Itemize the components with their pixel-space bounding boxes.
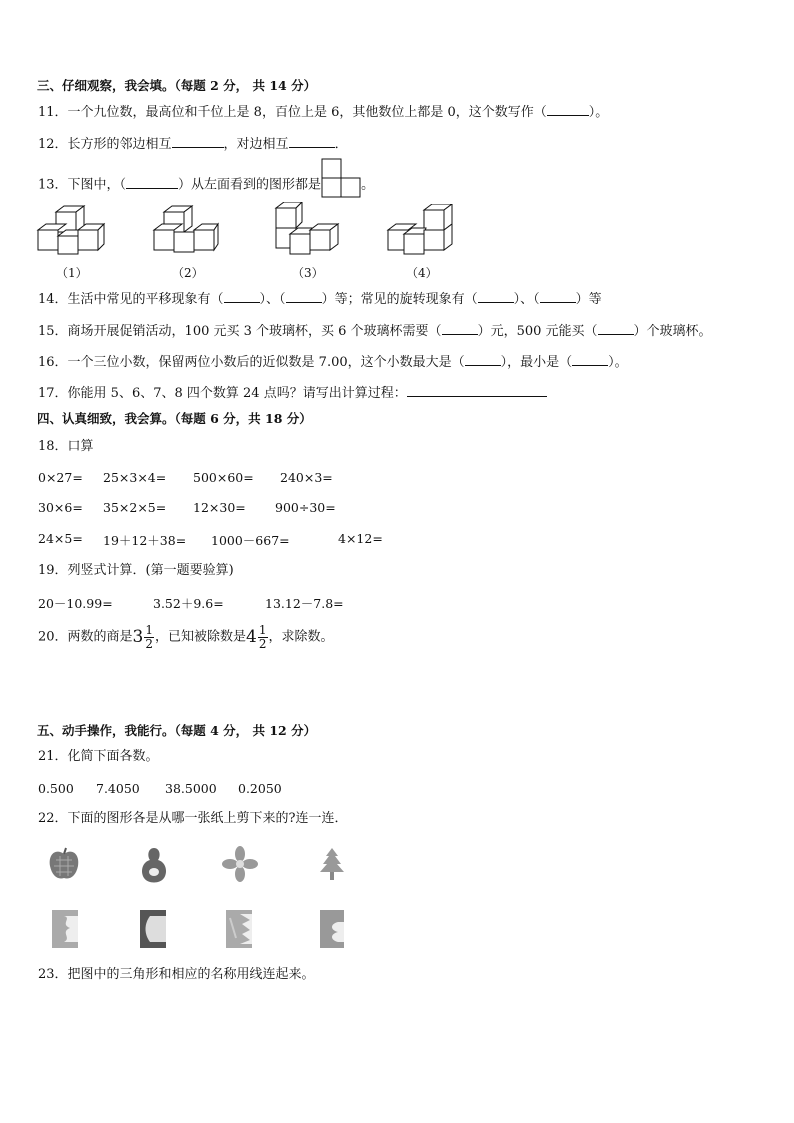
q11-text: 11．一个九位数，最高位和千位上是 8，百位上是 6，其他数位上都是 0，这个数写作（	[38, 105, 547, 120]
q13-mid: ）从左面看到的图形都是	[178, 177, 322, 193]
q12-mid: ，对边相互	[223, 137, 289, 152]
cube-figure-2	[152, 204, 222, 256]
q15-text: 15．商场开展促销活动，100 元买 3 个玻璃杯，买 6 个玻璃杯需要（	[38, 324, 442, 339]
number-item: 38.5000	[165, 781, 217, 796]
q14-text: 14．生活中常见的平移现象有（	[38, 292, 224, 307]
q13-text: 13．下图中，（	[38, 177, 127, 193]
q14-c: ）、（	[513, 292, 540, 307]
number-item: 7.4050	[96, 781, 140, 796]
oral-item: 0×27=	[38, 470, 83, 485]
q23-title: 23．把图中的三角形和相应的名称用线连起来。	[38, 967, 315, 982]
answer-blank[interactable]	[286, 290, 322, 303]
cut-paper-4-icon	[318, 908, 348, 950]
answer-blank[interactable]	[540, 290, 576, 303]
cut-paper-2-icon	[138, 908, 168, 950]
section-5-title: 五、动手操作，我能行。（每题 4 分， 共 12 分）	[37, 723, 317, 738]
cut-paper-1-icon	[50, 908, 80, 950]
fraction-denominator: 2	[145, 636, 154, 651]
question-13	[38, 172, 374, 198]
question-15	[38, 322, 712, 341]
cut-paper-3-icon	[224, 908, 254, 950]
answer-blank[interactable]	[572, 353, 608, 366]
tree-shape-icon	[316, 846, 348, 882]
answer-blank[interactable]	[465, 353, 501, 366]
gourd-shape-icon	[138, 846, 170, 884]
vertical-item: 13.12－7.8=	[265, 596, 344, 611]
q20-tail: ，求除数。	[268, 629, 334, 645]
q12-tail: ．	[334, 137, 348, 152]
q19-title: 19．列竖式计算．(第一题要验算)	[38, 563, 234, 578]
q12-text: 12．长方形的邻边相互	[38, 137, 172, 152]
fraction-1	[144, 624, 154, 651]
q16-text: 16．一个三位小数，保留两位小数后的近似数是 7.00，这个小数最大是（	[38, 355, 465, 370]
question-12	[38, 135, 348, 154]
question-16	[38, 353, 628, 372]
oral-item: 1000－667=	[211, 533, 290, 548]
q11-tail: ）。	[588, 105, 609, 120]
answer-blank[interactable]	[126, 176, 178, 189]
section-4-title: 四、认真细致，我会算。（每题 6 分，共 18 分）	[37, 411, 312, 426]
fraction-denominator: 2	[258, 636, 267, 651]
q15-mid: ）元，500 元能买（	[477, 324, 598, 339]
fraction-2	[258, 624, 268, 651]
oral-item: 4×12=	[338, 531, 383, 546]
answer-line[interactable]	[407, 384, 547, 397]
q16-mid: ），最小是（	[500, 355, 573, 370]
fraction-numerator: 1	[145, 622, 154, 637]
section-3-title: 三、仔细观察，我会填。（每题 2 分， 共 14 分）	[37, 78, 317, 93]
answer-blank[interactable]	[478, 290, 514, 303]
oral-item: 24×5=	[38, 531, 83, 546]
question-20	[38, 622, 334, 653]
answer-blank[interactable]	[442, 322, 478, 335]
answer-blank[interactable]	[172, 135, 224, 148]
figure-label-3: （3）	[292, 266, 324, 280]
oral-item: 12×30=	[193, 500, 246, 515]
oral-item: 900÷30=	[275, 500, 336, 515]
number-item: 0.2050	[238, 781, 282, 796]
answer-blank[interactable]	[598, 322, 634, 335]
q16-tail: ）。	[608, 355, 628, 370]
cube-figure-4	[386, 204, 456, 256]
mixed-whole-2: 4	[246, 627, 257, 647]
left-view-shape-icon	[321, 158, 361, 198]
mixed-whole-1: 3	[132, 627, 144, 647]
q22-title: 22．下面的图形各是从哪一张纸上剪下来的?连一连．	[38, 811, 348, 826]
oral-item: 500×60=	[193, 470, 254, 485]
figure-label-2: （2）	[172, 266, 204, 280]
answer-blank[interactable]	[547, 103, 589, 116]
question-14	[38, 290, 602, 309]
oral-item: 240×3=	[280, 470, 333, 485]
oral-item: 30×6=	[38, 500, 83, 515]
q21-title: 21．化简下面各数。	[38, 749, 159, 764]
q13-tail: 。	[361, 177, 375, 193]
answer-blank[interactable]	[289, 135, 335, 148]
apple-shape-icon	[48, 846, 80, 882]
q14-b: ）等；常见的旋转现象有（	[321, 292, 478, 307]
number-item: 0.500	[38, 781, 74, 796]
q20-text: 20．两数的商是	[38, 629, 133, 645]
cube-figure-1	[36, 204, 106, 256]
fraction-numerator: 1	[258, 622, 267, 637]
vertical-item: 20－10.99=	[38, 596, 113, 611]
question-11	[38, 103, 608, 122]
q14-tail: ）等	[575, 292, 602, 307]
flower-shape-icon	[222, 846, 258, 882]
oral-item: 25×3×4=	[103, 470, 167, 485]
q17-text: 17．你能用 5、6、7、8 四个数算 24 点吗？请写出计算过程：	[38, 386, 407, 401]
vertical-item: 3.52＋9.6=	[153, 596, 224, 611]
q18-title: 18．口算	[38, 439, 94, 454]
figure-label-1: （1）	[56, 266, 88, 280]
oral-item: 35×2×5=	[103, 500, 167, 515]
oral-item: 19＋12＋38=	[103, 533, 187, 548]
cube-figure-3	[272, 202, 342, 256]
answer-blank[interactable]	[224, 290, 260, 303]
figure-label-4: （4）	[406, 266, 438, 280]
q14-a: ）、（	[259, 292, 286, 307]
question-17	[38, 384, 547, 403]
q15-tail: ）个玻璃杯。	[633, 324, 712, 339]
q20-mid: ，已知被除数是	[155, 629, 247, 645]
